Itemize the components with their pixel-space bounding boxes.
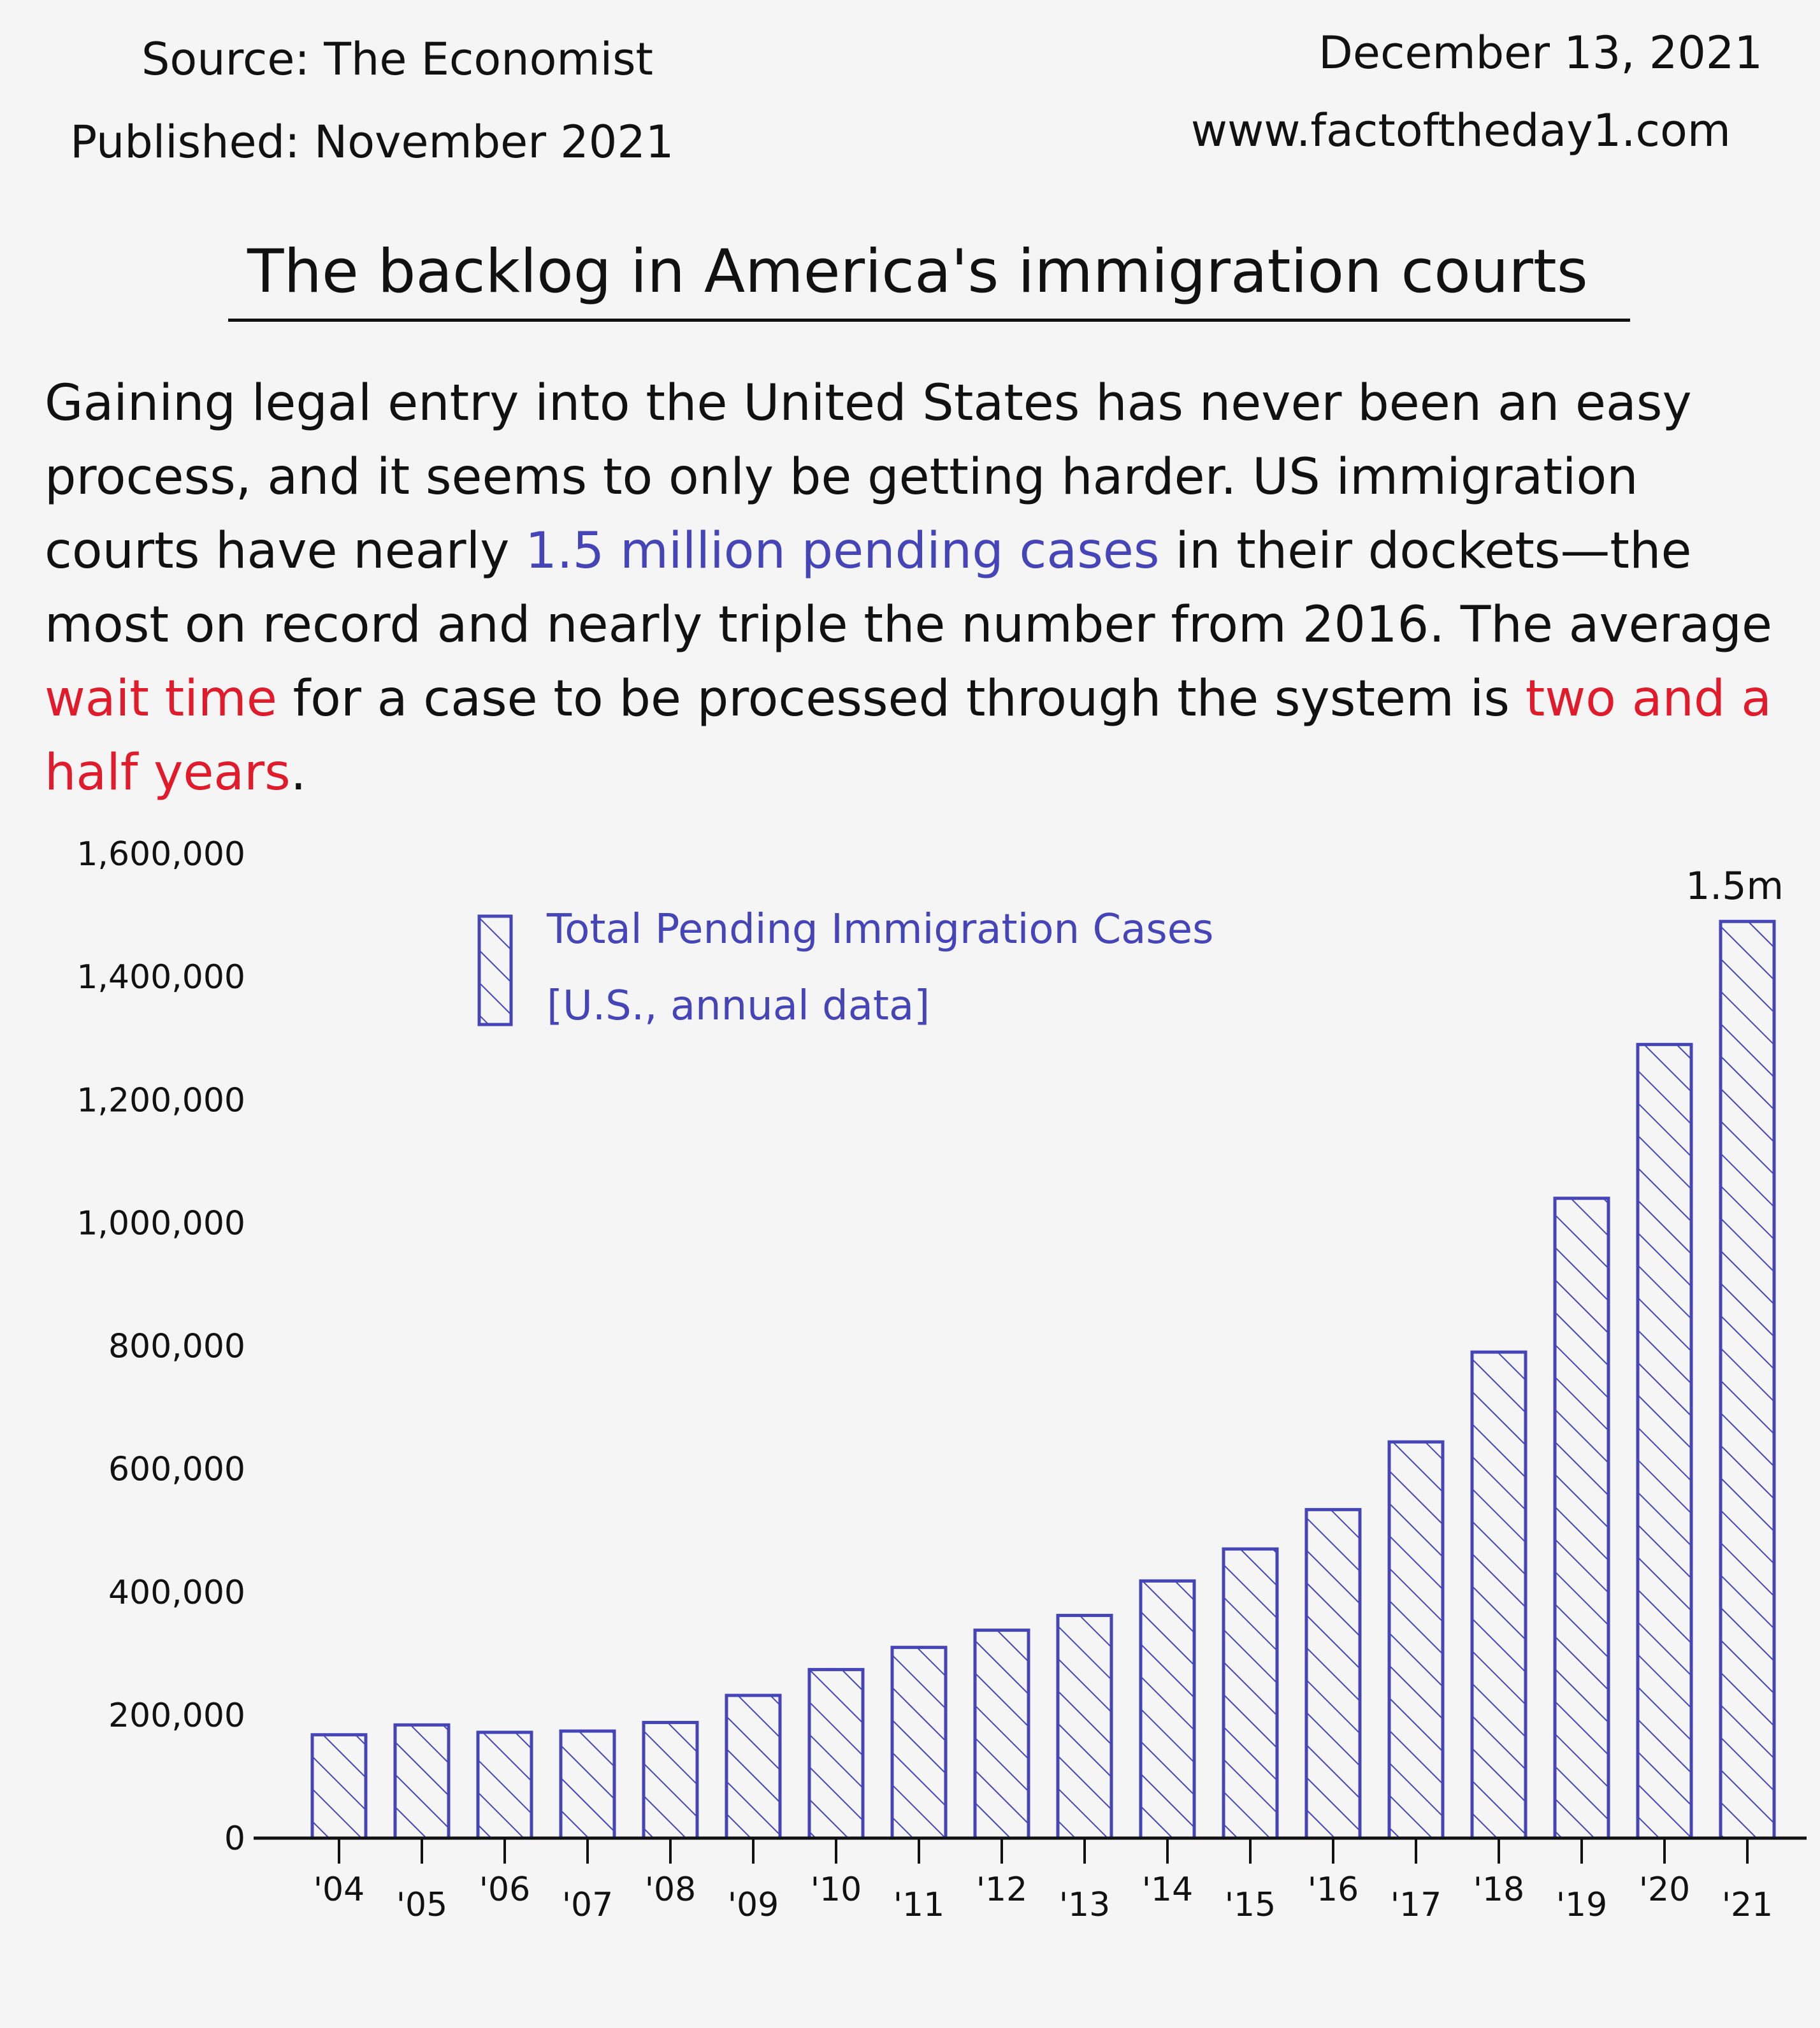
x-tick-label: '18 <box>1473 1871 1525 1909</box>
bar-20 <box>1638 1044 1691 1838</box>
source-label: Source: The Economist <box>141 33 653 85</box>
x-tick-label: '08 <box>644 1871 697 1909</box>
bar-05 <box>395 1725 449 1838</box>
intro-paragraph <box>45 366 1791 810</box>
x-tick-label: '04 <box>313 1871 365 1909</box>
bar-16 <box>1306 1509 1360 1838</box>
intro-text-1: Gaining legal entry into the United States has never been an easy process, and it seems to only be getting harder. US immigration courts have nearly <box>45 375 1692 580</box>
website-link[interactable]: www.factoftheday1.com <box>1190 104 1731 157</box>
y-tick-label: 1,600,000 <box>76 835 245 874</box>
bar-04 <box>312 1735 366 1838</box>
bar-12 <box>975 1630 1029 1838</box>
bar-14 <box>1141 1581 1194 1838</box>
intro-text-2: in their dockets—the most on record and nearly triple the number from 2016. The average <box>45 522 1772 654</box>
x-tick-label: '15 <box>1224 1886 1276 1924</box>
x-tick-label: '16 <box>1307 1871 1359 1909</box>
y-tick-label: 600,000 <box>108 1450 245 1489</box>
legend-subtitle: [U.S., annual data] <box>547 982 930 1030</box>
legend-series-label: Total Pending Immigration Cases <box>547 906 1214 953</box>
y-tick-label: 800,000 <box>108 1327 245 1366</box>
y-tick-label: 400,000 <box>108 1573 245 1612</box>
bar-17 <box>1389 1442 1443 1838</box>
y-tick-label: 1,200,000 <box>76 1081 245 1120</box>
x-tick-label: '19 <box>1556 1886 1608 1924</box>
y-axis <box>76 835 280 1858</box>
x-tick-label: '13 <box>1058 1886 1111 1924</box>
y-tick-label: 200,000 <box>108 1696 245 1735</box>
legend <box>479 906 1213 1030</box>
bars <box>312 921 1774 1838</box>
bar-18 <box>1472 1352 1526 1838</box>
bar-09 <box>726 1695 780 1838</box>
bar-08 <box>644 1722 697 1838</box>
intro-text-3: for a case to be processed through the system is <box>277 670 1526 728</box>
bar-19 <box>1555 1198 1608 1838</box>
bar-15 <box>1224 1549 1277 1838</box>
x-tick-label: '14 <box>1141 1871 1194 1909</box>
x-tick-label: '09 <box>727 1886 779 1924</box>
x-tick-label: '17 <box>1390 1886 1442 1924</box>
x-tick-label: '10 <box>810 1871 862 1909</box>
x-tick-label: '06 <box>479 1871 531 1909</box>
y-tick-label: 0 <box>224 1820 245 1858</box>
x-tick-label: '11 <box>893 1886 945 1924</box>
x-axis <box>280 1838 1807 1924</box>
bar-chart <box>0 796 1820 2007</box>
x-tick-label: '12 <box>976 1871 1028 1909</box>
legend-swatch <box>479 916 511 1025</box>
x-tick-label: '05 <box>396 1886 448 1924</box>
y-tick-label: 1,000,000 <box>76 1204 245 1243</box>
date-label: December 13, 2021 <box>1318 27 1763 79</box>
annotation-label: 1.5m <box>1686 864 1784 909</box>
intro-text-4: . <box>290 744 307 802</box>
x-tick-label: '20 <box>1638 1871 1691 1909</box>
bar-11 <box>892 1648 946 1838</box>
bar-10 <box>809 1669 863 1838</box>
bar-07 <box>561 1731 614 1838</box>
highlight-wait-time: wait time <box>45 670 277 728</box>
highlight-pending-cases: 1.5 million pending cases <box>525 522 1160 580</box>
x-tick-label: '07 <box>561 1886 614 1924</box>
bar-06 <box>478 1732 531 1838</box>
y-tick-label: 1,400,000 <box>76 958 245 997</box>
published-label: Published: November 2021 <box>70 116 674 168</box>
x-tick-label: '21 <box>1721 1886 1773 1924</box>
page-title: The backlog in America's immigration courts <box>228 242 1630 322</box>
highlight-two-half-years: two and a half years <box>45 670 1772 802</box>
bar-21 <box>1721 921 1774 1838</box>
bar-13 <box>1058 1615 1111 1838</box>
